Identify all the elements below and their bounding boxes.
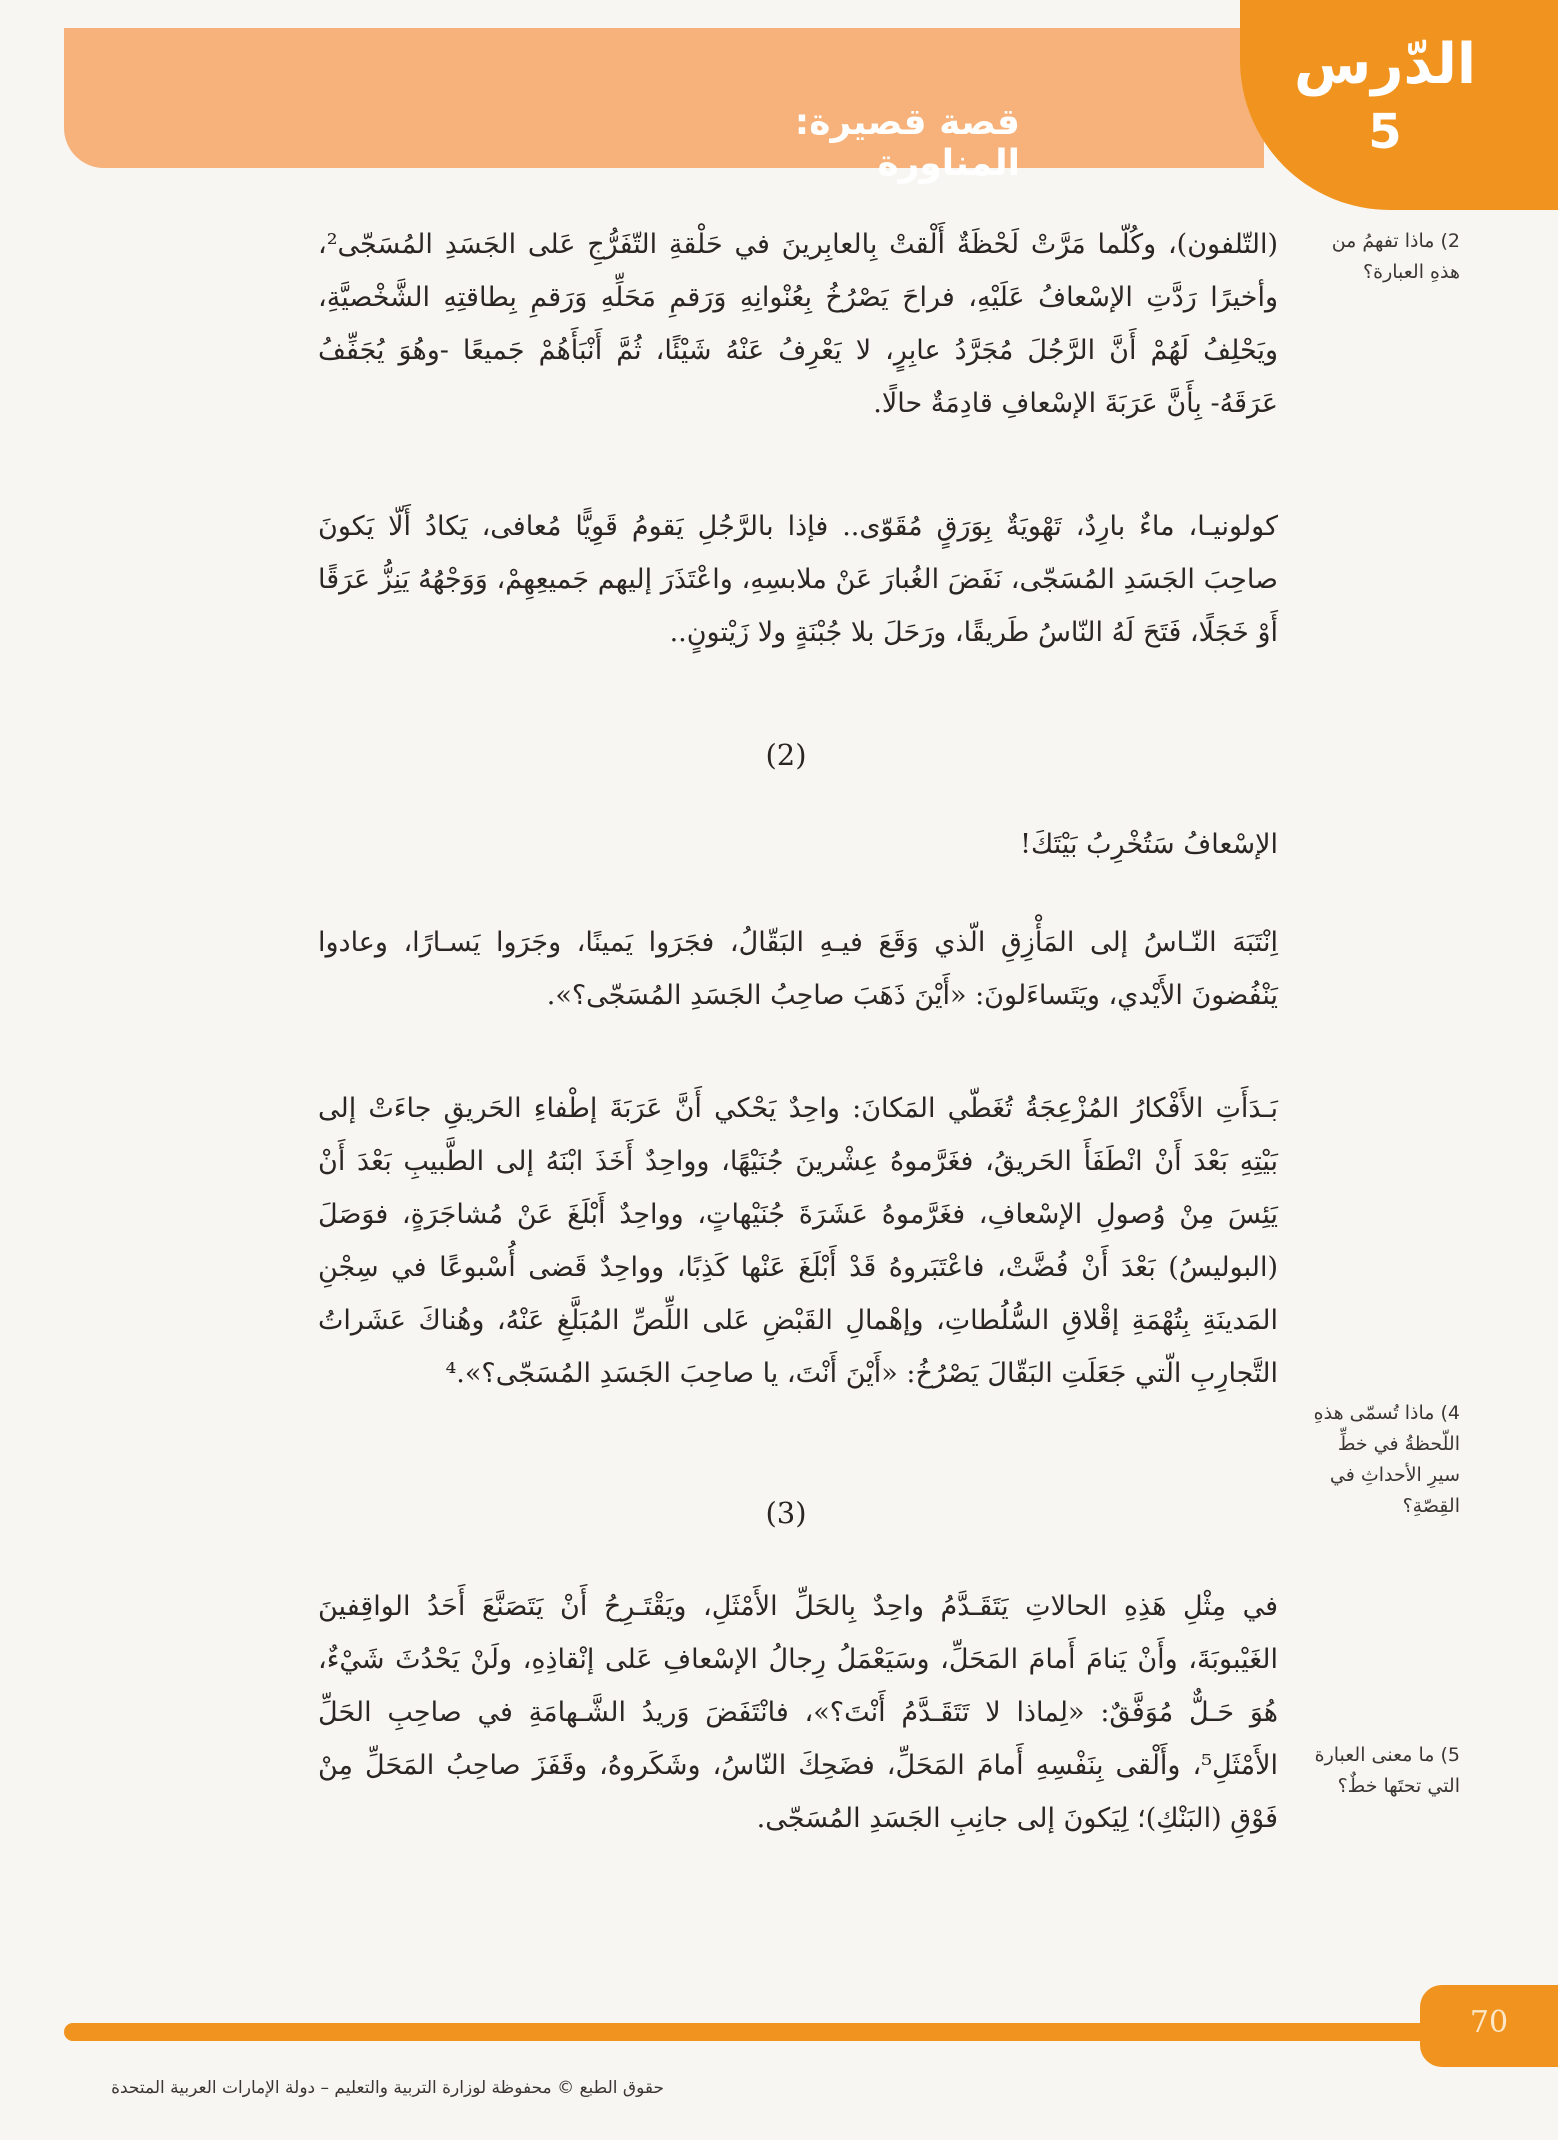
page-number: 70 [1469,2005,1509,2040]
lesson-subtitle: قصة قصيرة: المناورة [794,102,1020,184]
paragraph-1: (التّلفون)، وكُلّما مَرَّتْ لَحْظَةٌ أَلْقتْ بِالعابِرينَ في حَلْقةِ التّفَرُّجِ عَلى الجَسَدِ المُسَجّى²، وأخيرًا رَدَّتِ الإسْعافُ عَلَيْهِ، فراحَ يَصْرُخُ بِعُنْوانِهِ وَرَقمِ مَحَلِّهِ وَرَقمِ بِطاقتِهِ الشَّخْصيَّةِ، ويَحْلِفُ لَهُمْ أَنَّ الرَّجُلَ مُجَرَّدُ عابِرٍ، لا يَعْرِفُ عَنْهُ شَيْئًا، ثُمَّ أَنْبَأَهُمْ جَميعًا -وهُوَ يُجَفِّفُ عَرَقَهُ- بِأَنَّ عَرَبَةَ الإسْعافِ قادِمَةٌ حالًا. [318,229,1278,419]
side-question-4: 4) ماذا تُسمّى هذهِ اللّحظةُ في خطِّ سيرِ الأحداثِ في القِصّةِ؟ [1313,1402,1460,1517]
paragraph-5: في مِثْلِ هَذِهِ الحالاتِ يَتَقَـدَّمُ واحِدٌ بِالحَلِّ الأَمْثَلِ، ويَقْتَـرِحُ أَنْ يَتَصَنَّعَ أَحَدُ الواقِفينَ الغَيْبوبَةَ، وأَنْ يَنامَ أَمامَ المَحَلِّ، وسَيَعْمَلُ رِجالُ الإسْعافِ عَلى إنْقاذِهِ، ولَنْ يَحْدُثَ شَيْءٌ، هُوَ حَـلٌّ مُوَفَّقٌ: «لِماذا لا تَتَقَـدَّمُ أَنْتَ؟»، فانْتَفَضَ وَريدُ الشَّـهامَةِ في صاحِبِ الحَلِّ الأَمْثَلِ⁵، وأَلْقى بِنَفْسِهِ أَمامَ المَحَلِّ، فضَحِكَ النّاسُ، وشَكَروهُ، وقَفَزَ صاحِبُ المَحَلِّ مِنْ فَوْقِ (البَنْكِ)؛ لِيَكونَ إلى جانِبِ الجَسَدِ المُسَجّى. [318,1591,1278,1834]
side-question-2: 2) ماذا تفهمُ من هذهِ العبارة؟ [1331,230,1460,283]
lesson-number: 5 [1368,104,1402,160]
paragraph-3: اِنْتَبَهَ النّـاسُ إلى المَأْزِقِ الّذي وَقَعَ فيـهِ البَقّالُ، فجَرَوا يَمينًا، وجَرَوا يَسـارًا، وعادوا يَنْفُضونَ الأَيْدي، ويَتَساءَلونَ: «أَيْنَ ذَهَبَ صاحِبُ الجَسَدِ المُسَجّى؟». [318,927,1278,1011]
lesson-label: الدّرس [1293,32,1477,97]
paragraph-2: كولونيـا، ماءٌ بارِدٌ، تَهْويَةٌ بِوَرَقٍ مُقَوّى.. فإذا بالرَّجُلِ يَقومُ قَوِيًّا مُعافى، يَكادُ أَلّا يَكونَ صاحِبَ الجَسَدِ المُسَجّى، نَفَضَ الغُبارَ عَنْ ملابسِهِ، واعْتَذَرَ إليهم جَميعِهِمْ، وَوَجْهُهُ يَنِزُّ عَرَقًا أَوْ خَجَلًا، فَتَحَ لَهُ النّاسُ طَريقًا، ورَحَلَ بلا جُبْنَةٍ ولا زَيْتونٍ.. [318,511,1278,648]
footer-bar [64,2023,1424,2041]
section-number-2: (2) [765,738,807,772]
section-heading: الإسْعافُ سَتُخْرِبُ بَيْتَكَ! [1020,829,1278,860]
paragraph-4: بَـدَأَتِ الأَفْكارُ المُزْعِجَةُ تُغَطّي المَكانَ: واحِدٌ يَحْكي أَنَّ عَرَبَةَ إطْفاءِ الحَريقِ جاءَتْ إلى بَيْتِهِ بَعْدَ أَنْ انْطَفَأَ الحَريقُ، فغَرَّموهُ عِشْرينَ جُنَيْهًا، وواحِدٌ أَخَذَ ابْنَهُ إلى الطَّبيبِ بَعْدَ أَنْ يَئِسَ مِنْ وُصولِ الإسْعافِ، فغَرَّموهُ عَشَرَةَ جُنَيْهاتٍ، وواحِدٌ أَبْلَغَ عَنْ مُشاجَرَةٍ، فوَصَلَ (البوليسُ) بَعْدَ أَنْ فُضَّتْ، فاعْتَبَروهُ قَدْ أَبْلَغَ عَنْها كَذِبًا، وواحِدٌ قَضى أُسْبوعًا في سِجْنِ المَدينَةِ بِتُهْمَةِ إقْلاقِ السُّلُطاتِ، وإهْمالِ القَبْضِ عَلى اللِّصِّ المُبَلَّغِ عَنْهُ، وهُناكَ عَشَراتُ التَّجارِبِ الّتي جَعَلَتِ البَقّالَ يَصْرُخُ: «أَيْنَ أَنْتَ، يا صاحِبَ الجَسَدِ المُسَجّى؟».⁴ [318,1093,1278,1389]
section-number-3: (3) [765,1496,807,1530]
side-question-5: 5) ما معنى العبارة التي تحتَها خطٌ؟ [1314,1744,1460,1797]
copyright-notice: حقوق الطبع © محفوظة لوزارة التربية والتعليم – دولة الإمارات العربية المتحدة [111,2078,664,2098]
